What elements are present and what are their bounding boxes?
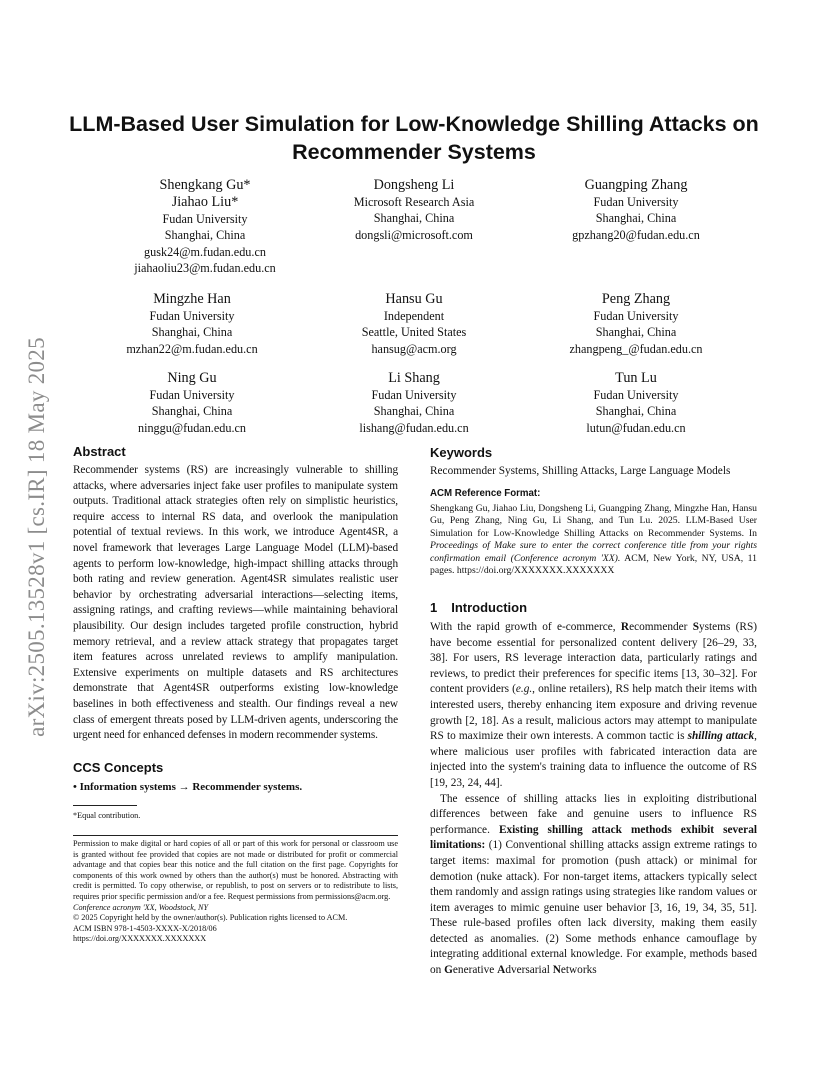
- acm-reference-part1: Shengkang Gu, Jiahao Liu, Dongsheng Li, Guangping Zhang, Mingzhe Han, Hansu Gu, Peng Zhang, Ning Gu, Li Shang, and Tun Lu. 2025. LLM-Based User Simulation for Low-Knowledge Shilling Attacks on Recommender Systems. In: [430, 502, 757, 539]
- intro-emphasis: R: [620, 621, 630, 633]
- intro-paragraph-2: [430, 792, 757, 979]
- intro-emphasis: A: [497, 964, 506, 977]
- introduction-section: [430, 600, 757, 979]
- author-location: Shanghai, China: [595, 325, 677, 340]
- permission-text: Permission to make digital or hard copies of all or part of this work for personal or classroom use is granted without fee provided that copies are not made or distributed for profit or commercial advantage and that copies bear this notice and the full citation on the first page. Copyrights for components of this work owned by others than the author(s) must be honored. Abstracting with credit is permitted. To copy otherwise, or republish, to post on servers or to redistribute to lists, requires prior specific permission and/or a fee. Request permissions from permissions@acm.org.: [73, 839, 398, 901]
- paper-title: LLM-Based User Simulation for Low-Knowledge Shilling Attacks on Recommender Systems: [69, 112, 759, 164]
- author-email: gusk24@m.fudan.edu.cn: [144, 244, 266, 259]
- author-name: Li Shang: [388, 370, 440, 386]
- intro-text: The essence of shilling attacks lies in exploiting distributional differences between fake and genuine users to influence RS performance.: [430, 792, 757, 836]
- author-name: Jiahao Liu*: [171, 194, 239, 210]
- author-email: ninggu@fudan.edu.cn: [137, 420, 247, 435]
- author-email: zhangpeng_@fudan.edu.cn: [569, 341, 703, 356]
- author-location: Shanghai, China: [595, 211, 677, 226]
- author-block: [95, 176, 315, 276]
- ccs-concepts: • Information systems → Recommender systems.: [73, 781, 303, 793]
- author-block: [304, 176, 524, 243]
- acm-reference-part2: ACM, New York, NY, USA, 11 pages. https://doi.org/XXXXXXX.XXXXXXX: [430, 552, 757, 576]
- author-location: Shanghai, China: [151, 325, 233, 340]
- intro-text: dversarial: [505, 964, 553, 977]
- intro-key-term: shilling attack: [687, 730, 755, 743]
- footnote-rule: [73, 805, 137, 806]
- author-name: Guangping Zhang: [584, 177, 688, 193]
- section-title: Introduction: [451, 600, 528, 615]
- acm-reference-heading: ACM Reference Format:: [430, 488, 541, 499]
- copyright-line: © 2025 Copyright held by the owner/author(s). Publication rights licensed to ACM.: [73, 913, 348, 923]
- author-location: Shanghai, China: [373, 211, 455, 226]
- author-name: Hansu Gu: [385, 291, 443, 307]
- author-affiliation: Independent: [383, 309, 445, 323]
- footnote: *Equal contribution.: [73, 811, 141, 820]
- intro-emphasis: Existing shilling attack methods exhibit several limitations:: [430, 823, 757, 852]
- author-email: mzhan22@m.fudan.edu.cn: [126, 341, 258, 356]
- author-affiliation: Fudan University: [371, 388, 457, 402]
- author-block: [82, 369, 302, 436]
- intro-emphasis: S: [692, 621, 699, 633]
- intro-text: ystems (RS) have become essential for personalized content delivery [26–29, 33, 38]. For users, RS leverage interaction data, particularly ratings and reviews, to predict their preferences for specific items [13, 30–32]. For content providers (: [430, 621, 758, 696]
- intro-text: etworks: [560, 964, 597, 977]
- acm-reference-proceedings: Proceedings of Make sure to enter the correct conference title from your rights confirmation email (Conference acronym 'XX).: [430, 540, 757, 564]
- intro-emphasis: e.g.: [515, 683, 533, 696]
- intro-paragraph-1: [430, 620, 757, 792]
- author-block: [82, 290, 302, 357]
- abstract-text: Recommender systems (RS) are increasingly vulnerable to shilling attacks, where adversaries inject fake user profiles to manipulate system outputs. Traditional attack strategies often rely on simplistic heuristics, require access to internal RS data, and overlook the manipulation potential of textual reviews. In this work, we introduce Agent4SR, a novel framework that leverages Large Language Model (LLM)-based agents to perform low-knowledge, high-impact shilling attacks through both rating and review generation. Agent4SR simulates realistic user behavior by orchestrating adversarial interactions—selecting items, assigning ratings, and crafting reviews—while maintaining behavioral plausibility. Our design includes targeted profile construction, hybrid memory retrieval, and a review attack strategy that propagates target item features across unrelated reviews to amplify manipulation. Extensive experiments on multiple datasets and RS architectures demonstrate that Agent4SR outperforms existing low-knowledge baselines in both effectiveness and stealth. Our findings reveal a new class of emergent threats posed by LLM-driven agents, underscoring the urgent need for enhanced defenses in modern recommender systems.: [73, 464, 398, 742]
- intro-text: With the rapid growth of e-commerce,: [430, 621, 621, 633]
- author-affiliation: Microsoft Research Asia: [353, 195, 475, 209]
- keywords-section: [430, 445, 757, 480]
- author-block: [526, 290, 746, 357]
- doi-line: https://doi.org/XXXXXXX.XXXXXXX: [73, 934, 207, 944]
- author-name: Dongsheng Li: [373, 177, 455, 193]
- author-email: hansug@acm.org: [371, 341, 457, 356]
- author-block: [304, 290, 524, 357]
- author-location: Seattle, United States: [361, 325, 467, 340]
- author-location: Shanghai, China: [373, 404, 455, 419]
- author-name: Tun Lu: [615, 370, 657, 386]
- intro-text: , where malicious user profiles with fabricated interaction data are injected into the system's training data to influence the outcome of RS [19, 23, 24, 44].: [430, 730, 757, 789]
- author-name: Mingzhe Han: [153, 291, 231, 307]
- author-block: [304, 369, 524, 436]
- author-affiliation: Fudan University: [593, 309, 679, 323]
- author-block: [526, 369, 746, 436]
- author-email: jiahaoliu23@m.fudan.edu.cn: [134, 260, 276, 275]
- author-affiliation: Fudan University: [149, 388, 235, 402]
- author-affiliation: Fudan University: [593, 195, 679, 209]
- keywords-text: Recommender Systems, Shilling Attacks, Large Language Models: [430, 465, 731, 477]
- ccs-heading: CCS Concepts: [73, 760, 164, 775]
- keywords-heading: Keywords: [430, 445, 493, 460]
- conference-line: Conference acronym 'XX, Woodstock, NY: [73, 902, 208, 912]
- author-block: [526, 176, 746, 243]
- author-location: Shanghai, China: [151, 404, 233, 419]
- author-name: Peng Zhang: [601, 291, 671, 307]
- abstract-section: [73, 444, 398, 744]
- author-affiliation: Fudan University: [593, 388, 679, 402]
- author-name: Shengkang Gu*: [159, 177, 251, 193]
- intro-text: (1) Conventional shilling attacks assign extreme ratings to target items: maximal for promotion (push attack) or minimal for demotion (nuke attack). For non-target items, attackers typically select them randomly and assign ratings using strategies like random values or item averages to mimic genuine user behavior [3, 16, 19, 34, 35, 51]. These rule-based profiles often lack diversity, making them easily detected as anomalies. (2) Some methods enhance camouflage by integrating additional external knowledge. For example, methods based on: [430, 839, 757, 977]
- author-location: Shanghai, China: [164, 228, 246, 243]
- intro-emphasis: G: [444, 964, 453, 977]
- author-email: dongsli@microsoft.com: [355, 227, 473, 242]
- intro-text: , online retailers), RS help match their items with interested users, thereby enhancing item exposure and driving revenue growth [2, 18]. As a result, malicious actors may attempt to manipulate RS to maximize their own interests. A common tactic is: [430, 683, 758, 743]
- author-affiliation: Fudan University: [149, 309, 235, 323]
- author-email: gpzhang20@fudan.edu.cn: [572, 227, 700, 242]
- intro-text: enerative: [452, 964, 498, 977]
- permission-rule: [73, 835, 398, 836]
- author-email: lutun@fudan.edu.cn: [586, 420, 686, 435]
- author-location: Shanghai, China: [595, 404, 677, 419]
- section-number: 1: [430, 600, 438, 615]
- ccs-section: [73, 760, 398, 796]
- abstract-heading: Abstract: [73, 444, 126, 459]
- author-email: lishang@fudan.edu.cn: [359, 420, 469, 435]
- author-affiliation: Fudan University: [162, 212, 248, 226]
- permission-block: [73, 839, 398, 945]
- isbn-line: ACM ISBN 978-1-4503-XXXX-X/2018/06: [73, 923, 217, 933]
- author-name: Ning Gu: [167, 370, 217, 386]
- intro-emphasis: N: [552, 964, 561, 977]
- acm-reference-text: [430, 503, 757, 578]
- intro-text: ecommender: [629, 621, 693, 633]
- arxiv-stamp: arXiv:2505.13528v1 [cs.IR] 18 May 2025: [24, 337, 49, 737]
- introduction-heading: [430, 600, 757, 616]
- acm-reference-section: [430, 488, 757, 578]
